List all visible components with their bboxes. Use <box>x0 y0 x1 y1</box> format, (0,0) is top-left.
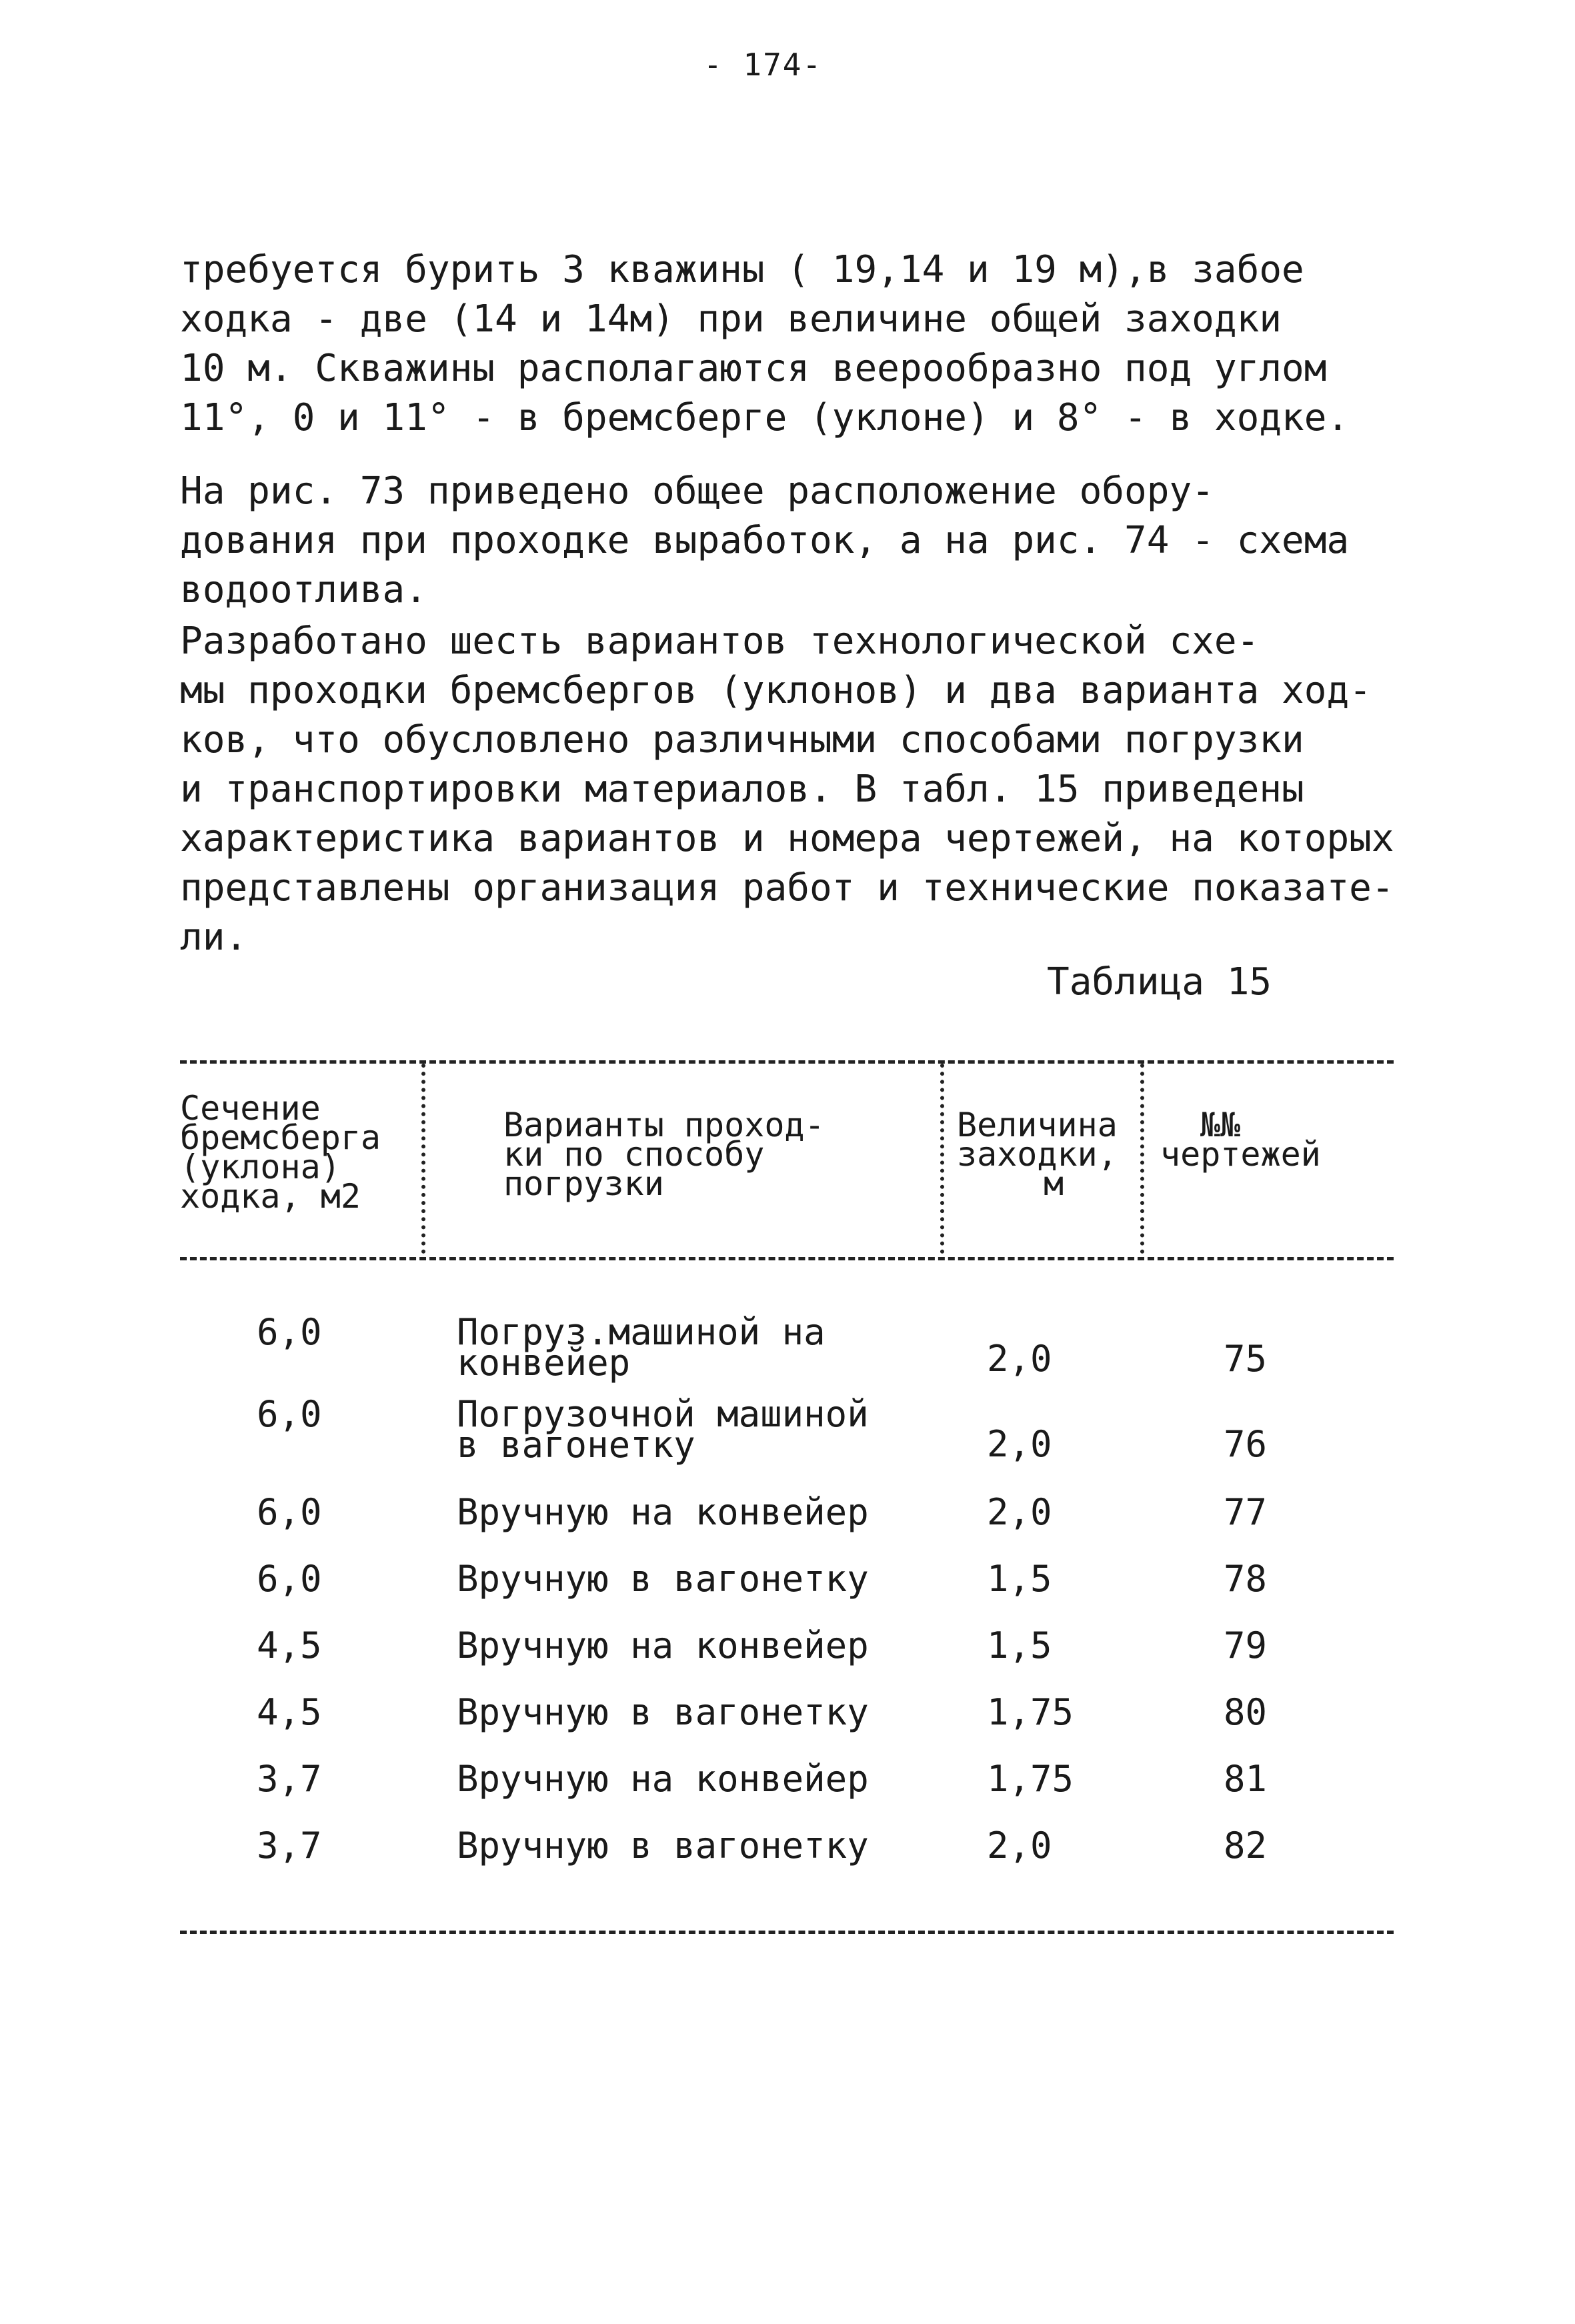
cell-variant: Вручную в вагонетку <box>457 1825 869 1867</box>
text-line: ходка - две (14 и 14м) при величине общей заходки <box>180 297 1282 341</box>
column-separator <box>1140 1064 1144 1254</box>
cell-variant: Вручную на конвейер <box>457 1758 869 1800</box>
text-line: водоотлива. <box>180 568 427 612</box>
text-line: ков, что обусловлено различными способами погрузки <box>180 718 1304 762</box>
cell-length: 2,0 <box>987 1423 1052 1465</box>
text-line: дования при проходке выработок, а на рис. 74 - схема <box>180 519 1350 562</box>
cell-variant: Погруз.машиной на конвейер <box>457 1311 826 1384</box>
paragraph-1 <box>180 245 1427 443</box>
column-separator <box>940 1064 944 1254</box>
cell-length: 2,0 <box>987 1491 1052 1533</box>
table-bottom-rule <box>180 1931 1394 1934</box>
cell-section: 6,0 <box>257 1393 322 1435</box>
text-line: 11°, 0 и 11° - в бремсберге (уклоне) и 8° - в ходке. <box>180 396 1350 439</box>
text-line: мы проходки бремсбергов (уклонов) и два варианта ход- <box>180 669 1372 712</box>
cell-length: 1,5 <box>987 1624 1052 1666</box>
cell-section: 6,0 <box>257 1491 322 1533</box>
page-number: - 174- <box>703 47 823 83</box>
cell-variant: Вручную в вагонетку <box>457 1558 869 1600</box>
text-line: требуется бурить 3 кважины ( 19,14 и 19 м),в забое <box>180 248 1304 291</box>
cell-variant: Вручную на конвейер <box>457 1491 869 1533</box>
table-caption: Таблица 15 <box>1047 960 1272 1004</box>
table-top-rule <box>180 1060 1394 1064</box>
cell-drawing: 76 <box>1224 1423 1268 1465</box>
paragraph-2 <box>180 467 1427 615</box>
cell-section: 4,5 <box>257 1624 322 1666</box>
cell-length: 1,75 <box>987 1691 1074 1733</box>
cell-length: 1,75 <box>987 1758 1074 1800</box>
cell-section: 6,0 <box>257 1311 322 1353</box>
cell-variant: Вручную в вагонетку <box>457 1691 869 1733</box>
text-line: На рис. 73 приведено общее расположение обору- <box>180 469 1214 513</box>
text-line: и транспортировки материалов. В табл. 15 приведены <box>180 768 1304 811</box>
header-section: Сечение бремсберга (уклона) ходка, м2 <box>180 1089 381 1216</box>
cell-drawing: 82 <box>1224 1825 1268 1867</box>
table-header-rule <box>180 1257 1394 1260</box>
cell-section: 6,0 <box>257 1558 322 1600</box>
column-separator <box>421 1064 425 1254</box>
header-length: Величина заходки, м <box>957 1106 1118 1203</box>
cell-drawing: 77 <box>1224 1491 1268 1533</box>
cell-drawing: 79 <box>1224 1624 1268 1666</box>
text-line: 10 м. Скважины располагаются веерообразно под углом <box>180 347 1327 390</box>
cell-variant: Погрузочной машиной в вагонетку <box>457 1393 869 1466</box>
cell-section: 3,7 <box>257 1758 322 1800</box>
header-variant: Варианты проход- ки по способу погрузки <box>503 1106 825 1203</box>
cell-drawing: 75 <box>1224 1338 1268 1380</box>
cell-drawing: 81 <box>1224 1758 1268 1800</box>
cell-section: 4,5 <box>257 1691 322 1733</box>
cell-drawing: 80 <box>1224 1691 1268 1733</box>
text-line: ли. <box>180 916 248 959</box>
cell-length: 2,0 <box>987 1338 1052 1380</box>
header-drawings: №№ чертежей <box>1160 1106 1321 1174</box>
text-line: представлены организация работ и технические показате- <box>180 866 1394 910</box>
cell-length: 1,5 <box>987 1558 1052 1600</box>
text-line: Разработано шесть вариантов технологической схе- <box>180 620 1260 663</box>
paragraph-3 <box>180 617 1427 962</box>
cell-section: 3,7 <box>257 1825 322 1867</box>
text-line: характеристика вариантов и номера чертежей, на которых <box>180 817 1394 860</box>
cell-length: 2,0 <box>987 1825 1052 1867</box>
cell-variant: Вручную на конвейер <box>457 1624 869 1666</box>
cell-drawing: 78 <box>1224 1558 1268 1600</box>
